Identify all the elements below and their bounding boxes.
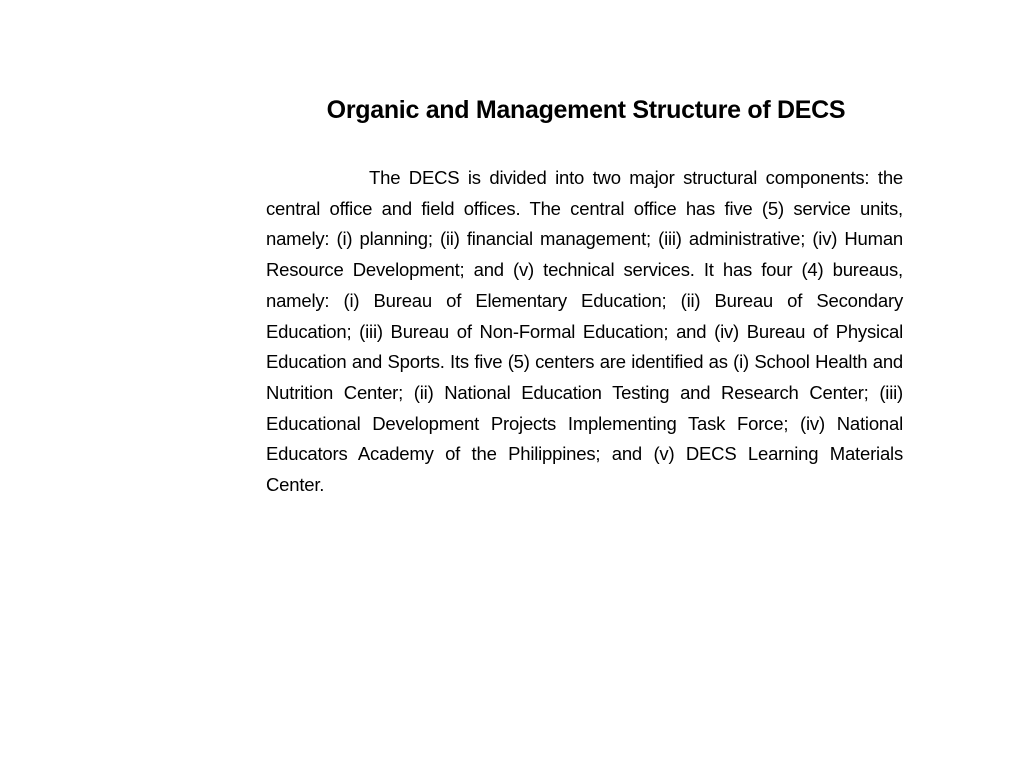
slide-body-paragraph: The DECS is divided into two major structural components: the central office and field offices. The central office has five (5) service units, namely: (i) planning; (ii) financial management; (iii) administrative; (iv) Human Resource Development; and (v) technical services. It has four (4) bureaus, namely: (i) Bureau of Elementary Education; (ii) Bureau of Secondary Education; (iii) Bureau of Non-Formal Education; and (iv) Bureau of Physical Education and Sports. Its five (5) centers are identified as (i) School Health and Nutrition Center; (ii) National Education Testing and Research Center; (iii) Educational Development Projects Implementing Task Force; (iv) National Educators Academy of the Philippines; and (v) DECS Learning Materials Center.	[266, 167, 903, 496]
slide-title: Organic and Management Structure of DECS	[326, 96, 846, 124]
